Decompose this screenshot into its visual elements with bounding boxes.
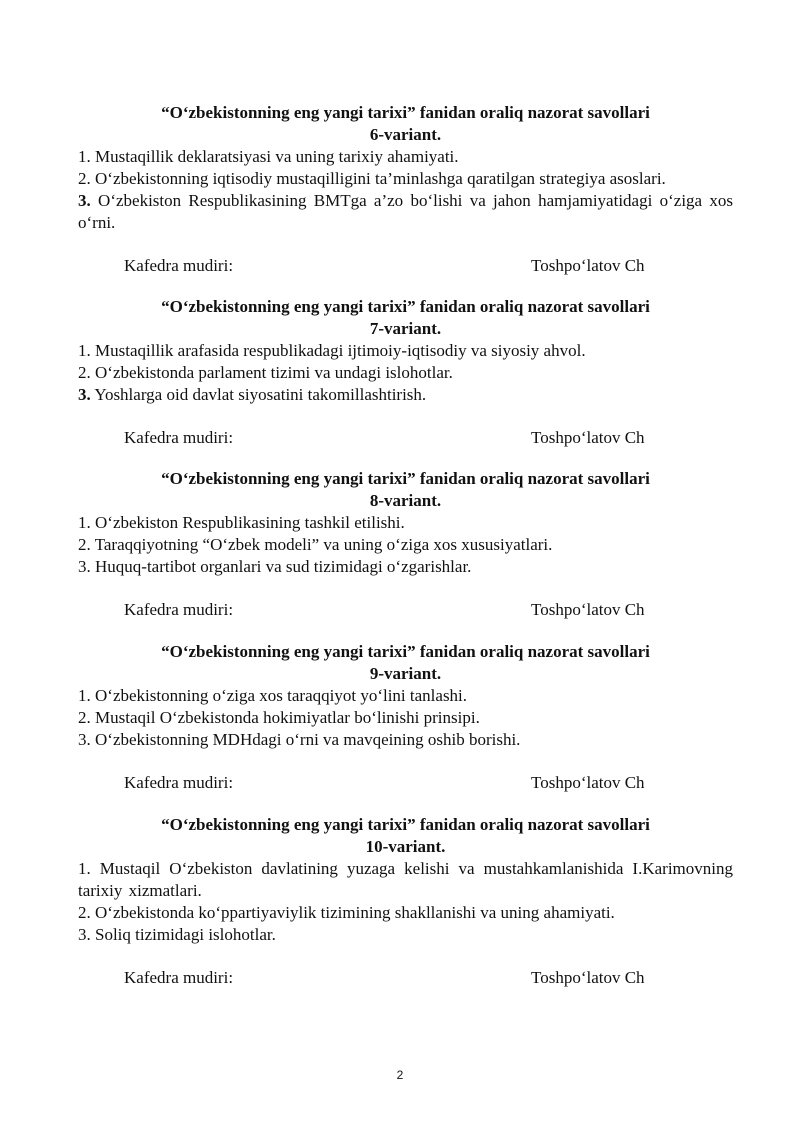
department-head-label: Kafedra mudiri:	[124, 968, 234, 987]
department-head-label: Kafedra mudiri:	[124, 600, 234, 619]
signature-line	[78, 255, 733, 277]
question-1: 1. Mustaqillik arafasida respublikadagi ijtimoiy-iqtisodiy va siyosiy ahvol.	[78, 341, 586, 360]
question-1: 1. Mustaqillik deklaratsiyasi va uning tarixiy ahamiyati.	[78, 147, 459, 166]
question-2: 2. O‘zbekistonning iqtisodiy mustaqilligini ta’minlashga qaratilgan strategiya asoslari.	[78, 169, 666, 188]
exam-variant-10	[78, 814, 733, 989]
section-title: “O‘zbekistonning eng yangi tarixi” fanidan oraliq nazorat savollari	[161, 642, 650, 661]
question-1: 1. O‘zbekistonning o‘ziga xos taraqqiyot yo‘lini tanlashi.	[78, 686, 468, 705]
question-2: 2. O‘zbekistonda parlament tizimi va undagi islohotlar.	[78, 363, 453, 382]
section-title: “O‘zbekistonning eng yangi tarixi” fanidan oraliq nazorat savollari	[161, 469, 650, 488]
exam-variant-8	[78, 468, 733, 621]
question-2: 2. O‘zbekistonda ko‘ppartiyaviylik tizimining shakllanishi va uning ahamiyati.	[78, 903, 615, 922]
question-3: 3. O‘zbekistonning MDHdagi o‘rni va mavqeining oshib borishi.	[78, 730, 521, 749]
variant-heading: 9-variant.	[369, 664, 442, 683]
section-title: “O‘zbekistonning eng yangi tarixi” fanidan oraliq nazorat savollari	[161, 103, 650, 122]
variant-heading: 8-variant.	[369, 491, 442, 510]
exam-variant-6	[78, 102, 733, 277]
page-number: 2	[396, 1068, 404, 1082]
signature-line	[78, 772, 733, 794]
signature-line	[78, 967, 733, 989]
signatory-name: Toshpo‘latov Ch	[531, 968, 645, 987]
signature-line	[78, 599, 733, 621]
question-2: 2. Mustaqil O‘zbekistonda hokimiyatlar bo‘linishi prinsipi.	[78, 708, 480, 727]
variant-heading: 6-variant.	[369, 125, 442, 144]
exam-variant-7	[78, 296, 733, 449]
question-3: 3. Huquq-tartibot organlari va sud tizimidagi o‘zgarishlar.	[78, 557, 472, 576]
variant-heading: 7-variant.	[369, 319, 442, 338]
signatory-name: Toshpo‘latov Ch	[531, 773, 645, 792]
department-head-label: Kafedra mudiri:	[124, 773, 234, 792]
variant-heading: 10-variant.	[365, 837, 446, 856]
question-3: 3. Yoshlarga oid davlat siyosatini takomillashtirish.	[78, 385, 427, 404]
department-head-label: Kafedra mudiri:	[124, 428, 234, 447]
signatory-name: Toshpo‘latov Ch	[531, 600, 645, 619]
section-title: “O‘zbekistonning eng yangi tarixi” fanidan oraliq nazorat savollari	[161, 297, 650, 316]
signatory-name: Toshpo‘latov Ch	[531, 256, 645, 275]
signature-line	[78, 427, 733, 449]
question-3: 3. O‘zbekiston Respublikasining BMTga a’zo bo‘lishi va jahon hamjamiyatidagi o‘ziga xos o‘rni.	[78, 191, 733, 232]
exam-variant-9	[78, 641, 733, 794]
section-title: “O‘zbekistonning eng yangi tarixi” fanidan oraliq nazorat savollari	[161, 815, 650, 834]
signatory-name: Toshpo‘latov Ch	[531, 428, 645, 447]
question-1: 1. Mustaqil O‘zbekiston davlatining yuzaga kelishi va mustahkamlanishida I.Karimovning tarixiy xizmatlari.	[78, 859, 733, 900]
question-1: 1. O‘zbekiston Respublikasining tashkil etilishi.	[78, 513, 405, 532]
question-3: 3. Soliq tizimidagi islohotlar.	[78, 925, 276, 944]
question-2: 2. Taraqqiyotning “O‘zbek modeli” va uning o‘ziga xos xususiyatlari.	[78, 535, 553, 554]
department-head-label: Kafedra mudiri:	[124, 256, 234, 275]
